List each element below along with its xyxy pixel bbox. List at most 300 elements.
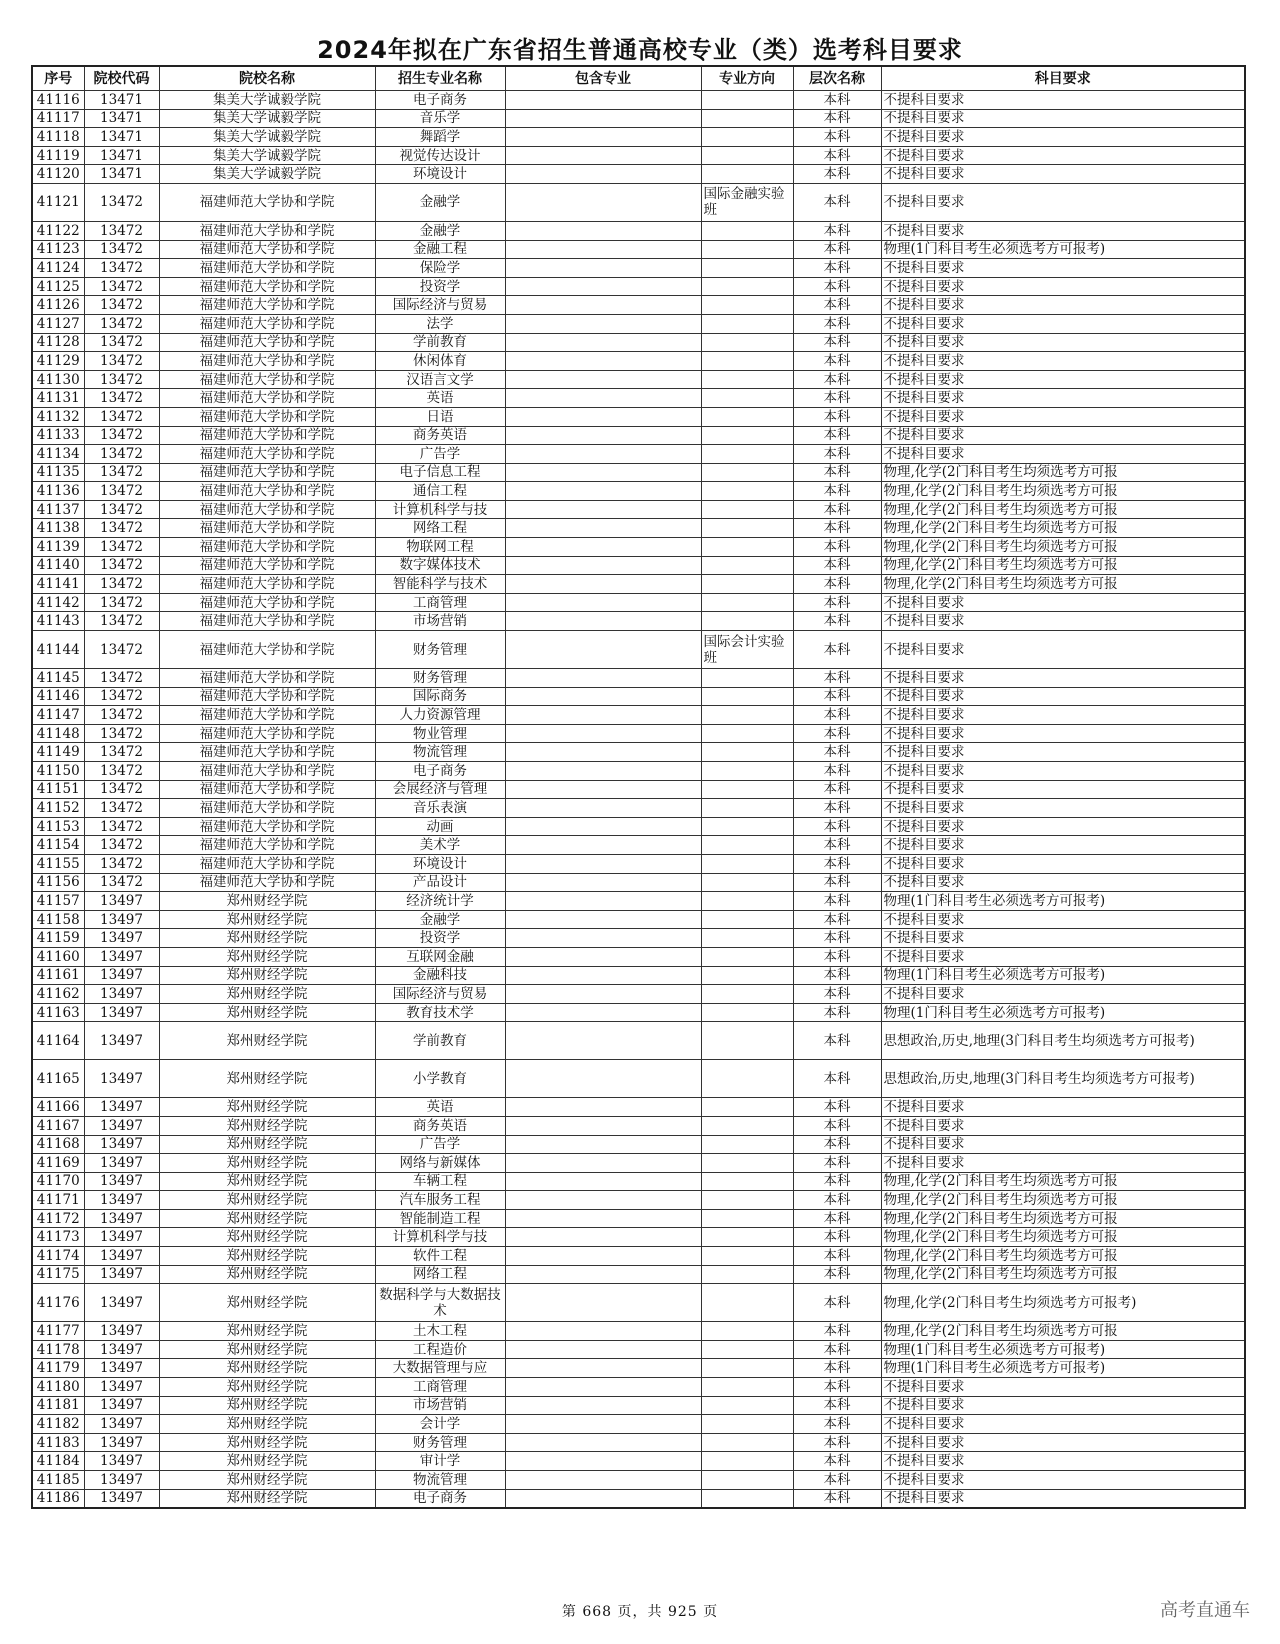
cell-school-code: 13472 [84,612,159,631]
cell-included-majors [505,762,701,781]
cell-major-direction [701,1359,793,1378]
cell-seq: 41145 [32,669,84,688]
cell-included-majors [505,333,701,352]
table-row [32,1228,1245,1247]
cell-subject-requirement: 不提科目要求 [881,1116,1245,1135]
cell-school-code: 13497 [84,1060,159,1098]
cell-major-name: 音乐表演 [375,799,505,818]
cell-subject-requirement: 不提科目要求 [881,1452,1245,1471]
cell-subject-requirement: 不提科目要求 [881,836,1245,855]
cell-major-name: 物流管理 [375,743,505,762]
cell-subject-requirement: 不提科目要求 [881,389,1245,408]
cell-subject-requirement: 不提科目要求 [881,929,1245,948]
cell-subject-requirement: 物理,化学(2门科目考生均须选考方可报 [881,1172,1245,1191]
cell-major-name: 舞蹈学 [375,128,505,147]
table-row [32,1489,1245,1508]
cell-major-name: 法学 [375,314,505,333]
cell-included-majors [505,240,701,259]
cell-seq: 41173 [32,1228,84,1247]
cell-school-code: 13472 [84,240,159,259]
cell-major-name: 环境设计 [375,165,505,184]
cell-major-direction [701,593,793,612]
cell-school-code: 13497 [84,910,159,929]
table-row [32,1022,1245,1060]
cell-school-code: 13472 [84,445,159,464]
cell-subject-requirement: 不提科目要求 [881,985,1245,1004]
cell-school-code: 13497 [84,1228,159,1247]
cell-level: 本科 [793,370,881,389]
cell-school-code: 13471 [84,91,159,110]
cell-seq: 41147 [32,706,84,725]
cell-school-code: 13497 [84,1378,159,1397]
cell-included-majors [505,183,701,221]
cell-major-direction [701,780,793,799]
cell-school-name: 福建师范大学协和学院 [159,426,375,445]
table-row [32,854,1245,873]
cell-included-majors [505,259,701,278]
cell-major-name: 美术学 [375,836,505,855]
cell-subject-requirement: 物理,化学(2门科目考生均须选考方可报 [881,482,1245,501]
table-row [32,296,1245,315]
cell-level: 本科 [793,165,881,184]
cell-major-direction [701,146,793,165]
cell-school-name: 郑州财经学院 [159,1172,375,1191]
cell-seq: 41118 [32,128,84,147]
cell-subject-requirement: 不提科目要求 [881,669,1245,688]
cell-major-direction [701,463,793,482]
cell-major-name: 投资学 [375,277,505,296]
cell-level: 本科 [793,259,881,278]
cell-level: 本科 [793,109,881,128]
cell-major-direction [701,1022,793,1060]
cell-seq: 41135 [32,463,84,482]
cell-level: 本科 [793,1228,881,1247]
cell-subject-requirement: 不提科目要求 [881,1433,1245,1452]
cell-major-direction [701,482,793,501]
cell-included-majors [505,1284,701,1322]
cell-seq: 41132 [32,407,84,426]
cell-school-code: 13497 [84,1098,159,1117]
cell-major-name: 工程造价 [375,1340,505,1359]
cell-school-code: 13497 [84,1154,159,1173]
table-row [32,706,1245,725]
cell-school-name: 集美大学诚毅学院 [159,146,375,165]
cell-subject-requirement: 物理(1门科目考生必须选考方可报考) [881,892,1245,911]
cell-included-majors [505,631,701,669]
table-row [32,1191,1245,1210]
table-row [32,1433,1245,1452]
header-major-name: 招生专业名称 [375,66,505,91]
cell-school-code: 13472 [84,352,159,371]
header-included-majors: 包含专业 [505,66,701,91]
cell-major-name: 视觉传达设计 [375,146,505,165]
cell-included-majors [505,892,701,911]
cell-subject-requirement: 不提科目要求 [881,1135,1245,1154]
table-row [32,146,1245,165]
cell-major-name: 保险学 [375,259,505,278]
cell-seq: 41162 [32,985,84,1004]
cell-included-majors [505,836,701,855]
cell-school-code: 13497 [84,1489,159,1508]
cell-school-name: 福建师范大学协和学院 [159,873,375,892]
cell-major-name: 汽车服务工程 [375,1191,505,1210]
cell-level: 本科 [793,706,881,725]
cell-seq: 41186 [32,1489,84,1508]
cell-major-direction [701,445,793,464]
cell-major-direction [701,165,793,184]
cell-school-name: 福建师范大学协和学院 [159,687,375,706]
cell-major-direction [701,314,793,333]
cell-school-name: 郑州财经学院 [159,1415,375,1434]
cell-school-name: 福建师范大学协和学院 [159,538,375,557]
cell-included-majors [505,314,701,333]
cell-major-name: 英语 [375,1098,505,1117]
cell-seq: 41121 [32,183,84,221]
cell-major-name: 工商管理 [375,593,505,612]
cell-major-direction [701,259,793,278]
cell-level: 本科 [793,1247,881,1266]
cell-subject-requirement: 物理(1门科目考生必须选考方可报考) [881,1340,1245,1359]
cell-included-majors [505,1172,701,1191]
cell-subject-requirement: 不提科目要求 [881,1396,1245,1415]
cell-seq: 41160 [32,947,84,966]
cell-included-majors [505,500,701,519]
cell-major-name: 数字媒体技术 [375,556,505,575]
cell-seq: 41127 [32,314,84,333]
cell-level: 本科 [793,519,881,538]
cell-school-name: 福建师范大学协和学院 [159,556,375,575]
cell-school-code: 13472 [84,538,159,557]
cell-included-majors [505,1209,701,1228]
cell-level: 本科 [793,817,881,836]
cell-school-code: 13472 [84,836,159,855]
cell-school-name: 福建师范大学协和学院 [159,333,375,352]
cell-school-code: 13497 [84,1022,159,1060]
cell-seq: 41172 [32,1209,84,1228]
cell-seq: 41119 [32,146,84,165]
cell-major-name: 计算机科学与技 [375,1228,505,1247]
cell-level: 本科 [793,762,881,781]
cell-school-name: 福建师范大学协和学院 [159,445,375,464]
cell-subject-requirement: 不提科目要求 [881,426,1245,445]
cell-major-name: 网络工程 [375,519,505,538]
cell-school-name: 郑州财经学院 [159,1191,375,1210]
cell-subject-requirement: 不提科目要求 [881,1489,1245,1508]
cell-major-name: 财务管理 [375,669,505,688]
cell-major-direction [701,1247,793,1266]
cell-school-code: 13472 [84,687,159,706]
cell-included-majors [505,910,701,929]
cell-included-majors [505,1471,701,1490]
cell-included-majors [505,109,701,128]
cell-major-name: 物业管理 [375,724,505,743]
cell-school-name: 郑州财经学院 [159,892,375,911]
cell-major-direction [701,929,793,948]
table-header-row [32,66,1245,91]
cell-school-code: 13471 [84,128,159,147]
cell-included-majors [505,370,701,389]
cell-level: 本科 [793,1284,881,1322]
cell-seq: 41168 [32,1135,84,1154]
table-row [32,1060,1245,1098]
cell-major-name: 休闲体育 [375,352,505,371]
table-row [32,1322,1245,1341]
cell-subject-requirement: 不提科目要求 [881,221,1245,240]
cell-level: 本科 [793,1172,881,1191]
cell-major-direction [701,389,793,408]
cell-included-majors [505,929,701,948]
table-row [32,910,1245,929]
cell-major-name: 广告学 [375,1135,505,1154]
cell-level: 本科 [793,780,881,799]
cell-major-direction [701,1060,793,1098]
cell-level: 本科 [793,836,881,855]
cell-major-direction [701,277,793,296]
cell-seq: 41161 [32,966,84,985]
cell-major-name: 金融学 [375,221,505,240]
cell-level: 本科 [793,500,881,519]
table-row [32,966,1245,985]
cell-seq: 41182 [32,1415,84,1434]
cell-seq: 41130 [32,370,84,389]
cell-seq: 41144 [32,631,84,669]
cell-seq: 41183 [32,1433,84,1452]
cell-seq: 41163 [32,1003,84,1022]
cell-subject-requirement: 不提科目要求 [881,593,1245,612]
cell-school-name: 福建师范大学协和学院 [159,259,375,278]
table-row [32,593,1245,612]
cell-major-direction [701,426,793,445]
cell-included-majors [505,221,701,240]
cell-school-name: 福建师范大学协和学院 [159,183,375,221]
table-row [32,1471,1245,1490]
cell-school-name: 福建师范大学协和学院 [159,706,375,725]
cell-major-direction [701,687,793,706]
cell-subject-requirement: 不提科目要求 [881,128,1245,147]
cell-school-code: 13472 [84,593,159,612]
table-row [32,426,1245,445]
cell-major-direction [701,240,793,259]
cell-major-direction [701,743,793,762]
cell-included-majors [505,389,701,408]
table-row [32,538,1245,557]
cell-level: 本科 [793,556,881,575]
cell-major-direction [701,892,793,911]
cell-school-name: 福建师范大学协和学院 [159,836,375,855]
cell-school-name: 郑州财经学院 [159,985,375,1004]
cell-subject-requirement: 不提科目要求 [881,817,1245,836]
cell-level: 本科 [793,873,881,892]
cell-school-code: 13472 [84,799,159,818]
table-row [32,1378,1245,1397]
cell-school-code: 13472 [84,762,159,781]
cell-included-majors [505,1415,701,1434]
cell-major-direction [701,1378,793,1397]
cell-major-name: 网络与新媒体 [375,1154,505,1173]
cell-major-name: 财务管理 [375,1433,505,1452]
cell-subject-requirement: 物理(1门科目考生必须选考方可报考) [881,240,1245,259]
cell-subject-requirement: 不提科目要求 [881,146,1245,165]
cell-major-name: 电子信息工程 [375,463,505,482]
cell-major-name: 经济统计学 [375,892,505,911]
cell-included-majors [505,1060,701,1098]
cell-subject-requirement: 不提科目要求 [881,1415,1245,1434]
cell-school-name: 郑州财经学院 [159,1228,375,1247]
cell-school-code: 13472 [84,259,159,278]
cell-seq: 41151 [32,780,84,799]
cell-included-majors [505,817,701,836]
cell-subject-requirement: 物理,化学(2门科目考生均须选考方可报 [881,1322,1245,1341]
cell-included-majors [505,743,701,762]
table-row [32,389,1245,408]
table-row [32,1359,1245,1378]
cell-subject-requirement: 不提科目要求 [881,259,1245,278]
cell-subject-requirement: 不提科目要求 [881,407,1245,426]
cell-major-name: 审计学 [375,1452,505,1471]
cell-major-direction [701,817,793,836]
cell-seq: 41146 [32,687,84,706]
cell-school-code: 13472 [84,296,159,315]
cell-school-name: 郑州财经学院 [159,1060,375,1098]
cell-school-name: 福建师范大学协和学院 [159,762,375,781]
cell-level: 本科 [793,538,881,557]
cell-school-code: 13472 [84,556,159,575]
cell-seq: 41141 [32,575,84,594]
cell-subject-requirement: 物理,化学(2门科目考生均须选考方可报考) [881,1284,1245,1322]
cell-level: 本科 [793,1396,881,1415]
cell-school-code: 13497 [84,929,159,948]
cell-subject-requirement: 物理,化学(2门科目考生均须选考方可报 [881,575,1245,594]
cell-school-name: 福建师范大学协和学院 [159,593,375,612]
table-row [32,575,1245,594]
cell-seq: 41123 [32,240,84,259]
cell-subject-requirement: 不提科目要求 [881,687,1245,706]
cell-school-code: 13472 [84,221,159,240]
cell-subject-requirement: 物理,化学(2门科目考生均须选考方可报 [881,463,1245,482]
cell-major-name: 汉语言文学 [375,370,505,389]
cell-subject-requirement: 不提科目要求 [881,743,1245,762]
cell-subject-requirement: 物理,化学(2门科目考生均须选考方可报 [881,519,1245,538]
cell-school-code: 13471 [84,146,159,165]
cell-major-direction [701,128,793,147]
cell-seq: 41181 [32,1396,84,1415]
cell-school-name: 郑州财经学院 [159,966,375,985]
cell-included-majors [505,1098,701,1117]
cell-major-name: 投资学 [375,929,505,948]
cell-subject-requirement: 不提科目要求 [881,352,1245,371]
header-level: 层次名称 [793,66,881,91]
cell-level: 本科 [793,892,881,911]
header-major-direction: 专业方向 [701,66,793,91]
cell-school-code: 13497 [84,1396,159,1415]
cell-major-name: 工商管理 [375,1378,505,1397]
cell-school-name: 集美大学诚毅学院 [159,165,375,184]
cell-included-majors [505,1003,701,1022]
cell-major-direction [701,91,793,110]
table-body [32,91,1245,1509]
cell-school-name: 郑州财经学院 [159,1022,375,1060]
cell-seq: 41128 [32,333,84,352]
cell-level: 本科 [793,296,881,315]
table-row [32,1247,1245,1266]
cell-subject-requirement: 物理,化学(2门科目考生均须选考方可报 [881,1247,1245,1266]
cell-level: 本科 [793,333,881,352]
cell-major-direction [701,352,793,371]
cell-included-majors [505,296,701,315]
cell-school-code: 13497 [84,1265,159,1284]
cell-included-majors [505,854,701,873]
table-row [32,1116,1245,1135]
cell-subject-requirement: 物理(1门科目考生必须选考方可报考) [881,1359,1245,1378]
cell-school-code: 13472 [84,389,159,408]
cell-school-code: 13497 [84,1471,159,1490]
cell-major-direction [701,1172,793,1191]
cell-subject-requirement: 不提科目要求 [881,780,1245,799]
cell-seq: 41124 [32,259,84,278]
cell-level: 本科 [793,1098,881,1117]
cell-school-code: 13472 [84,482,159,501]
cell-major-name: 动画 [375,817,505,836]
cell-school-code: 13472 [84,854,159,873]
cell-major-name: 金融学 [375,910,505,929]
cell-major-name: 物流管理 [375,1471,505,1490]
cell-subject-requirement: 不提科目要求 [881,910,1245,929]
cell-major-name: 软件工程 [375,1247,505,1266]
table-row [32,1340,1245,1359]
cell-included-majors [505,724,701,743]
cell-school-name: 福建师范大学协和学院 [159,724,375,743]
cell-school-name: 福建师范大学协和学院 [159,817,375,836]
cell-school-code: 13472 [84,183,159,221]
cell-seq: 41131 [32,389,84,408]
cell-seq: 41120 [32,165,84,184]
cell-school-code: 13472 [84,333,159,352]
cell-included-majors [505,352,701,371]
table-row [32,370,1245,389]
cell-subject-requirement: 不提科目要求 [881,445,1245,464]
cell-school-code: 13472 [84,463,159,482]
cell-subject-requirement: 不提科目要求 [881,333,1245,352]
cell-school-name: 福建师范大学协和学院 [159,407,375,426]
cell-school-name: 福建师范大学协和学院 [159,500,375,519]
table-row [32,762,1245,781]
cell-school-name: 福建师范大学协和学院 [159,519,375,538]
table-row [32,799,1245,818]
cell-level: 本科 [793,1003,881,1022]
cell-major-name: 会计学 [375,1415,505,1434]
cell-major-name: 网络工程 [375,1265,505,1284]
table-row [32,277,1245,296]
cell-school-name: 郑州财经学院 [159,1359,375,1378]
cell-seq: 41169 [32,1154,84,1173]
cell-level: 本科 [793,612,881,631]
cell-school-name: 郑州财经学院 [159,1340,375,1359]
cell-level: 本科 [793,854,881,873]
cell-subject-requirement: 不提科目要求 [881,724,1245,743]
table-row [32,929,1245,948]
cell-seq: 41152 [32,799,84,818]
table-row [32,1265,1245,1284]
cell-seq: 41155 [32,854,84,873]
cell-major-direction [701,1116,793,1135]
cell-included-majors [505,1396,701,1415]
cell-level: 本科 [793,240,881,259]
cell-major-name: 广告学 [375,445,505,464]
cell-level: 本科 [793,1135,881,1154]
cell-level: 本科 [793,985,881,1004]
cell-seq: 41174 [32,1247,84,1266]
cell-school-code: 13472 [84,426,159,445]
